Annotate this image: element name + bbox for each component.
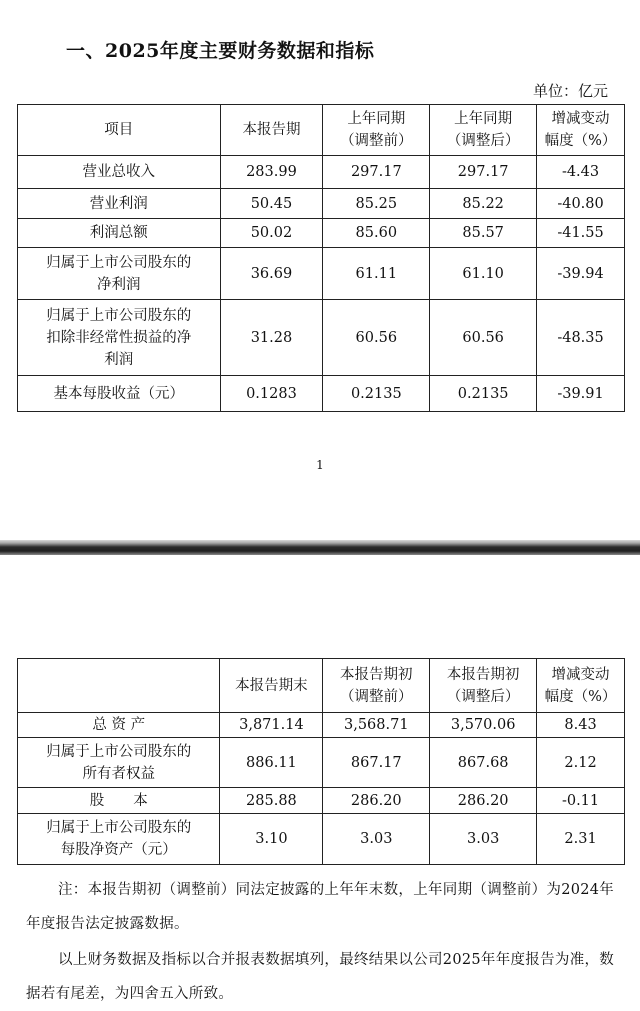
table-cell: 286.20 — [430, 788, 537, 814]
row-label: 利润总额 — [18, 219, 221, 248]
header-cell: 本报告期初 （调整后） — [430, 659, 537, 713]
header-cell: 本报告期末 — [220, 659, 323, 713]
table-cell: 2.31 — [537, 814, 625, 865]
table-header-row — [18, 105, 625, 156]
row-label: 基本每股收益（元） — [18, 376, 221, 412]
header-cell: 本报告期初 （调整前） — [323, 659, 430, 713]
row-label: 营业总收入 — [18, 156, 221, 189]
table-cell: -4.43 — [537, 156, 625, 189]
table-cell: 85.25 — [323, 189, 430, 219]
row-label: 归属于上市公司股东的 每股净资产（元） — [18, 814, 220, 865]
report-page-2 — [0, 555, 640, 1009]
table-cell: 283.99 — [220, 156, 323, 189]
table-cell: -39.91 — [537, 376, 625, 412]
page-separator — [0, 540, 640, 555]
table-cell: -40.80 — [537, 189, 625, 219]
section-heading: 一、2025年度主要财务数据和指标 — [66, 40, 375, 62]
table-cell: 3.10 — [220, 814, 323, 865]
row-label: 归属于上市公司股东的 扣除非经常性损益的净 利润 — [18, 300, 221, 376]
table-row — [18, 738, 625, 788]
table-cell: 297.17 — [430, 156, 537, 189]
data-statement: 以上财务数据及指标以合并报表数据填列，最终结果以公司2025年年度报告为准，数据若有尾差，为四舍五入所致。 — [26, 952, 615, 1002]
table-row — [18, 300, 625, 376]
table-cell: -39.94 — [537, 248, 625, 300]
table-cell: 297.17 — [323, 156, 430, 189]
table-cell: 60.56 — [430, 300, 537, 376]
table-cell: 61.10 — [430, 248, 537, 300]
row-label: 股 本 — [18, 788, 220, 814]
table-cell: 867.68 — [430, 738, 537, 788]
table-cell: 285.88 — [220, 788, 323, 814]
table-cell: 8.43 — [537, 713, 625, 738]
table-cell: 0.2135 — [430, 376, 537, 412]
financial-data-table — [17, 104, 625, 412]
table-row — [18, 376, 625, 412]
table-cell: 50.45 — [220, 189, 323, 219]
table-cell: 3,871.14 — [220, 713, 323, 738]
table-row — [18, 156, 625, 189]
balance-data-table — [17, 658, 625, 865]
table-row — [18, 189, 625, 219]
row-label: 归属于上市公司股东的 所有者权益 — [18, 738, 220, 788]
table-cell: 85.57 — [430, 219, 537, 248]
row-label: 总 资 产 — [18, 713, 220, 738]
table-cell: 0.1283 — [220, 376, 323, 412]
table-cell: 0.2135 — [323, 376, 430, 412]
table-cell: -48.35 — [537, 300, 625, 376]
table-row — [18, 248, 625, 300]
header-cell: 本报告期 — [220, 105, 323, 156]
table-cell: 60.56 — [323, 300, 430, 376]
header-cell — [18, 659, 220, 713]
header-cell: 上年同期 （调整后） — [430, 105, 537, 156]
table-row — [18, 814, 625, 865]
footnote: 注：本报告期初（调整前）同法定披露的上年年末数，上年同期（调整前）为2024年年度报告法定披露数据。 — [26, 882, 615, 932]
unit-label: 单位：亿元 — [532, 82, 608, 100]
row-label: 归属于上市公司股东的 净利润 — [18, 248, 221, 300]
table-cell: 85.60 — [323, 219, 430, 248]
table-cell: 50.02 — [220, 219, 323, 248]
table-cell: 36.69 — [220, 248, 323, 300]
table-cell: 3.03 — [430, 814, 537, 865]
header-cell: 项目 — [18, 105, 221, 156]
table-cell: -0.11 — [537, 788, 625, 814]
row-label: 营业利润 — [18, 189, 221, 219]
header-cell: 增减变动 幅度（%） — [537, 105, 625, 156]
table-cell: 286.20 — [323, 788, 430, 814]
table-cell: 867.17 — [323, 738, 430, 788]
table-cell: 2.12 — [537, 738, 625, 788]
table-cell: 886.11 — [220, 738, 323, 788]
table-row — [18, 219, 625, 248]
table-cell: 3,568.71 — [323, 713, 430, 738]
header-cell: 上年同期 （调整前） — [323, 105, 430, 156]
table-cell: -41.55 — [537, 219, 625, 248]
table-cell: 85.22 — [430, 189, 537, 219]
table-cell: 61.11 — [323, 248, 430, 300]
table-header-row — [18, 659, 625, 713]
header-cell: 增减变动 幅度（%） — [537, 659, 625, 713]
table-cell: 3,570.06 — [430, 713, 537, 738]
table-row — [18, 713, 625, 738]
page-number: 1 — [316, 458, 324, 472]
table-row — [18, 788, 625, 814]
table-cell: 31.28 — [220, 300, 323, 376]
table-cell: 3.03 — [323, 814, 430, 865]
